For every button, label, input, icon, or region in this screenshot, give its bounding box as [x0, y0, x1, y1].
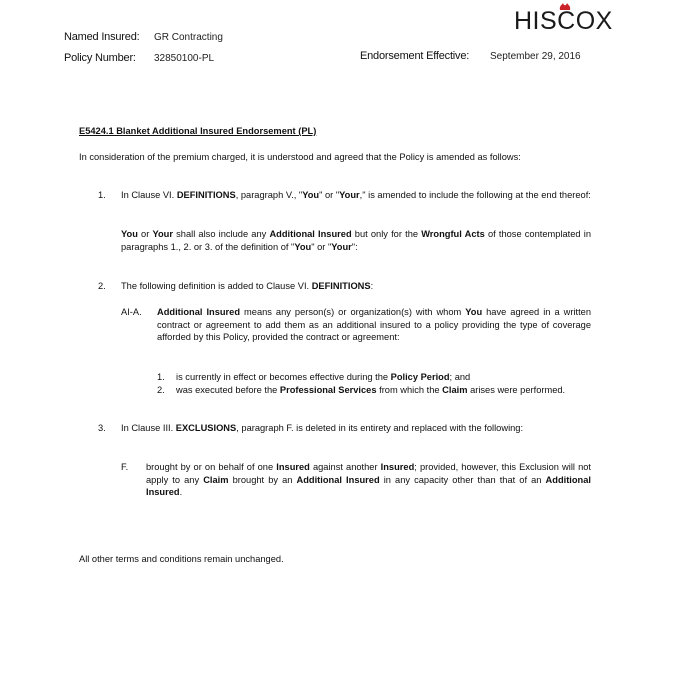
definition-number: AI-A. — [121, 307, 142, 317]
item-1-text: In Clause VI. DEFINITIONS, paragraph V., "You" or "Your," is amended to include the following at the end thereof: — [121, 190, 591, 200]
item-1-inserted-paragraph: You or Your shall also include any Additional Insured but only for the Wrongful Acts of those contemplated in paragraphs 1., 2. or 3. of the definition of "You" or "Your": — [121, 229, 592, 252]
policy-number-value: 32850100-PL — [154, 53, 215, 64]
intro-paragraph: In consideration of the premium charged, it is understood and agreed that the Policy is amended as follows: — [79, 152, 521, 162]
endorsement-effective-value: September 29, 2016 — [490, 51, 581, 62]
sub-item-2-number: 2. — [157, 385, 165, 395]
item-3-text: In Clause III. EXCLUSIONS, paragraph F. is deleted in its entirety and replaced with the following: — [121, 423, 524, 433]
additional-insured-definition: Additional Insured means any person(s) or organization(s) with whom You have agreed in a written contract or agreement to add them as an additional insured to a policy providing the type of coverage afforded by this Policy, provided the contract or agreement: — [157, 307, 592, 343]
hiscox-logo — [514, 0, 614, 38]
named-insured-value: GR Contracting — [154, 32, 223, 43]
item-1-number: 1. — [98, 190, 106, 200]
endorsement-title: E5424.1 Blanket Additional Insured Endorsement (PL) — [79, 126, 317, 136]
logo-text: HISCOX — [514, 7, 613, 35]
closing-statement: All other terms and conditions remain unchanged. — [79, 554, 284, 564]
sub-item-1-number: 1. — [157, 372, 165, 382]
sub-item-2-text: was executed before the Professional Services from which the Claim arises were performed. — [176, 385, 566, 395]
policy-number-label: Policy Number: — [64, 52, 136, 64]
exclusion-f-text: brought by or on behalf of one Insured against another Insured; provided, however, this Exclusion will not apply to any Claim brought by an Additional Insured in any capacity other than that of an Additional Insured. — [146, 462, 591, 498]
item-3-number: 3. — [98, 423, 106, 433]
endorsement-effective-label: Endorsement Effective: — [360, 50, 470, 62]
exclusion-f-number: F. — [121, 462, 129, 472]
sub-item-1-text: is currently in effect or becomes effective during the Policy Period; and — [176, 372, 471, 382]
item-2-text: The following definition is added to Clause VI. DEFINITIONS: — [121, 281, 374, 291]
named-insured-label: Named Insured: — [64, 31, 140, 43]
item-2-number: 2. — [98, 281, 106, 291]
